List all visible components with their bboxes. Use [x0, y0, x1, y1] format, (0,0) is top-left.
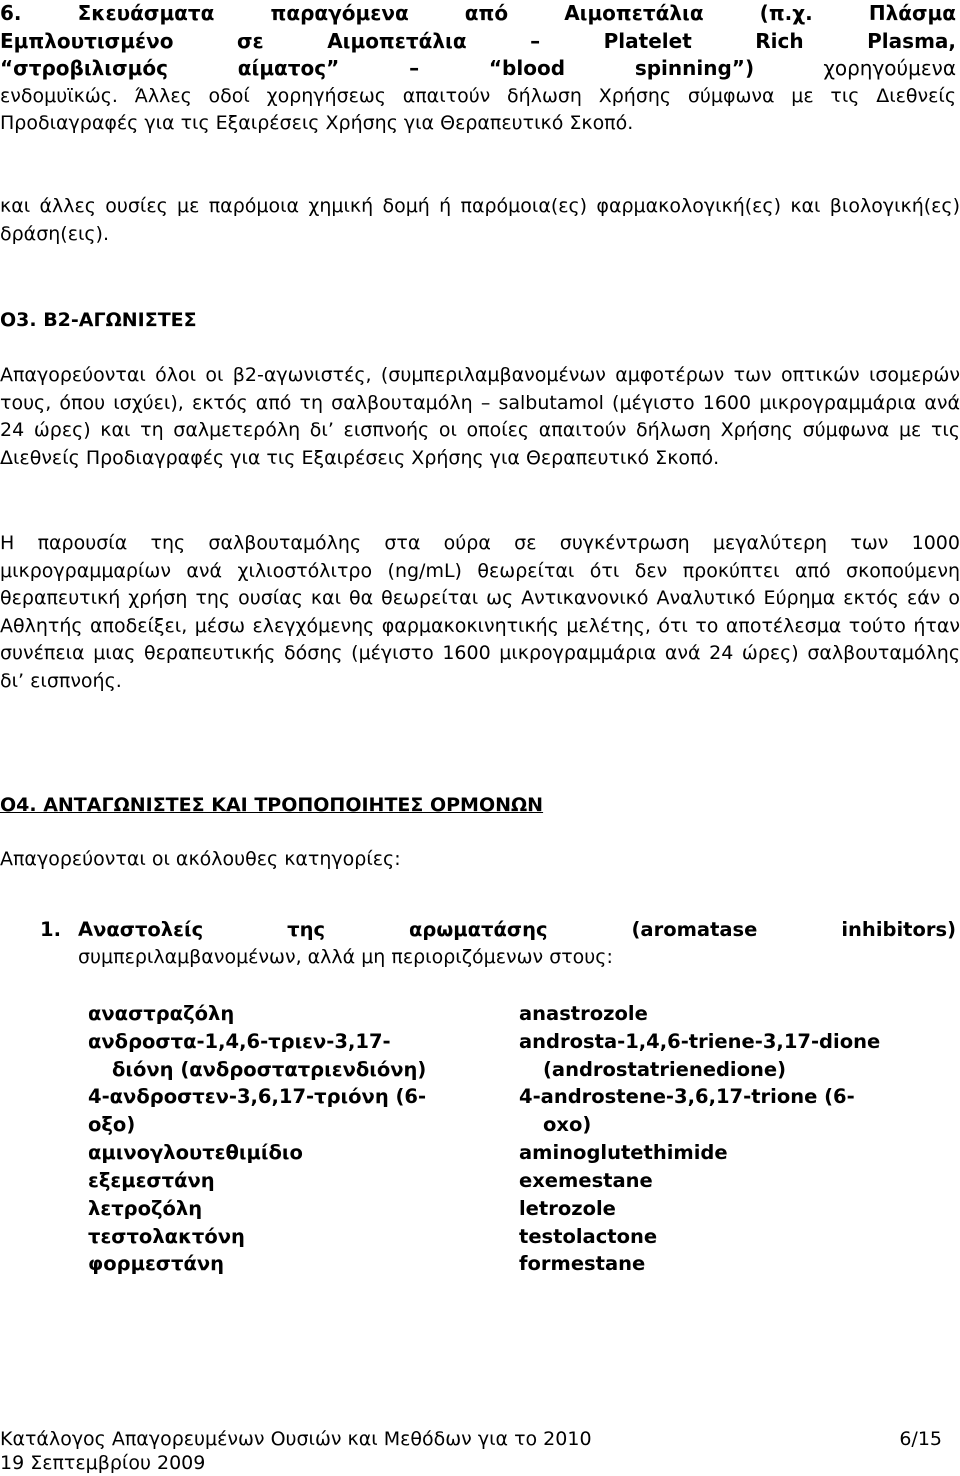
item-6-block [0, 0, 956, 138]
substance-en-2 [519, 1028, 880, 1083]
item-6-line-3-tail: χορηγούμενα [823, 56, 957, 80]
other-substances-text: και άλλες ουσίες με παρόμοια χημική δομή ή παρόμοια(ες) φαρμακολογική(ες) και βιολογική(ες) δράση(εις). [0, 195, 960, 245]
substance-gr-7: τεστολακτόνη [88, 1225, 245, 1248]
s3-heading-block [0, 307, 960, 334]
footer-page-number: 6/15 [899, 1428, 942, 1450]
substance-gr-2-line-2: διόνη (ανδροστατριενδιόνη) [112, 1057, 427, 1081]
item-6-line-3-bold: “στροβιλισμός αίματος” – “blood spinning”) [0, 56, 755, 80]
item-1-number: 1. [40, 918, 61, 941]
item-1-sub: συμπεριλαμβανομένων, αλλά μη περιοριζόμενων στους: [78, 945, 613, 968]
substance-en-2-line-2: (androstatrienedione) [543, 1057, 787, 1081]
substance-en-1: anastrozole [519, 1002, 648, 1025]
s4-intro: Απαγορεύονται οι ακόλουθες κατηγορίες: [0, 848, 401, 870]
footer-date: 19 Σεπτεμβρίου 2009 [0, 1452, 206, 1474]
s3-para-1-block [0, 362, 960, 472]
s3-para-1: Απαγορεύονται όλοι οι β2-αγωνιστές, (συμπεριλαμβανομένων αμφοτέρων των οπτικών ισομερών τους, όπου ισχύει), εκτός από τη σαλβουταμόλη – salbutamol (μέγιστο 1600 μικρογραμμάρια ανά 24 ώρες) και τη σαλμετερόλη δι’ εισπνοής οι οποίες απαιτούν δήλωση Χρήσης σύμφωνα με τις Διεθνείς Προδιαγραφές για τις Εξαιρέσεις Χρήσης για Θεραπευτικό Σκοπό. [0, 364, 960, 469]
s3-heading: Ο3. Β2-ΑΓΩΝΙΣΤΕΣ [0, 309, 197, 331]
substance-gr-3-line-1: 4-ανδροστεν-3,6,17-τριόνη (6- [88, 1085, 427, 1108]
item-1-title: Αναστολείς της αρωματάσης (aromatase inhibitors) [78, 918, 956, 941]
other-substances-block [0, 193, 960, 248]
substance-gr-6: λετροζόλη [88, 1197, 203, 1220]
s3-para-2-block [0, 530, 960, 695]
item-6-line-1: 6. Σκευάσματα παραγόμενα από Αιμοπετάλια (π.χ. Πλάσμα [0, 1, 956, 25]
substance-en-6: letrozole [519, 1197, 616, 1220]
substance-gr-4: αμινογλουτεθιμίδιο [88, 1141, 303, 1164]
item-6-line-3 [0, 55, 956, 83]
substance-en-2-line-1: androsta-1,4,6-triene-3,17-dione [519, 1030, 881, 1053]
item-6-rest: ενδομυϊκώς. Άλλες οδοί χορηγήσεως απαιτούν δήλωση Χρήσης σύμφωνα με τις Διεθνείς Προδιαγραφές για τις Εξαιρέσεις Χρήσης για Θεραπευτικό Σκοπό. [0, 84, 956, 134]
substance-gr-3 [88, 1083, 426, 1138]
substance-en-3-line-1: 4-androstene-3,6,17-trione (6- [519, 1085, 855, 1108]
substance-en-7: testolactone [519, 1225, 658, 1248]
s4-heading: Ο4. ΑΝΤΑΓΩΝΙΣΤΕΣ ΚΑΙ ΤΡΟΠΟΠΟΙΗΤΕΣ ΟΡΜΟΝΩΝ [0, 794, 544, 816]
substance-en-8: formestane [519, 1252, 646, 1275]
substance-gr-1: αναστραζόλη [88, 1002, 235, 1025]
s4-intro-block [0, 846, 960, 874]
s3-para-2: Η παρουσία της σαλβουταμόλης στα ούρα σε συγκέντρωση μεγαλύτερη των 1000 μικρογραμμαρίων ανά χιλιοστόλιτρο (ng/mL) θεωρείται ότι δεν προκύπτει από σκοπούμενη θεραπευτική χρήση της ουσίας και θα θεωρείται ως Αντικανονικό Αναλυτικό Εύρημα εκτός εάν ο Αθλητής αποδείξει, μέσω ελεγχόμενης φαρμακοκινητικής μελέτης, ότι το αποτέλεσμα τούτο ήταν συνέπεια μιας θεραπευτικής δόσης (μέγιστο 1600 μικρογραμμάρια ανά 24 ώρες) σαλβουταμόλης δι’ εισπνοής. [0, 532, 960, 692]
item-1-block [78, 916, 956, 971]
substance-gr-3-line-2: οξο) [88, 1112, 136, 1136]
substance-gr-8: φορμεστάνη [88, 1252, 225, 1275]
substance-en-3 [519, 1083, 855, 1138]
s4-heading-block [0, 792, 960, 819]
item-6-line-2: Εμπλουτισμένο σε Αιμοπετάλια – Platelet Rich Plasma, [0, 28, 956, 53]
substance-en-3-line-2: oxo) [543, 1112, 592, 1136]
substance-gr-2-line-1: ανδροστα-1,4,6-τριεν-3,17- [88, 1030, 391, 1053]
substance-gr-5: εξεμεστάνη [88, 1169, 215, 1192]
substance-gr-2 [88, 1028, 426, 1083]
substance-en-5: exemestane [519, 1169, 653, 1192]
footer-title: Κατάλογος Απαγορευμένων Ουσιών και Μεθόδων για το 2010 [0, 1428, 592, 1450]
substance-en-4: aminoglutethimide [519, 1141, 728, 1164]
